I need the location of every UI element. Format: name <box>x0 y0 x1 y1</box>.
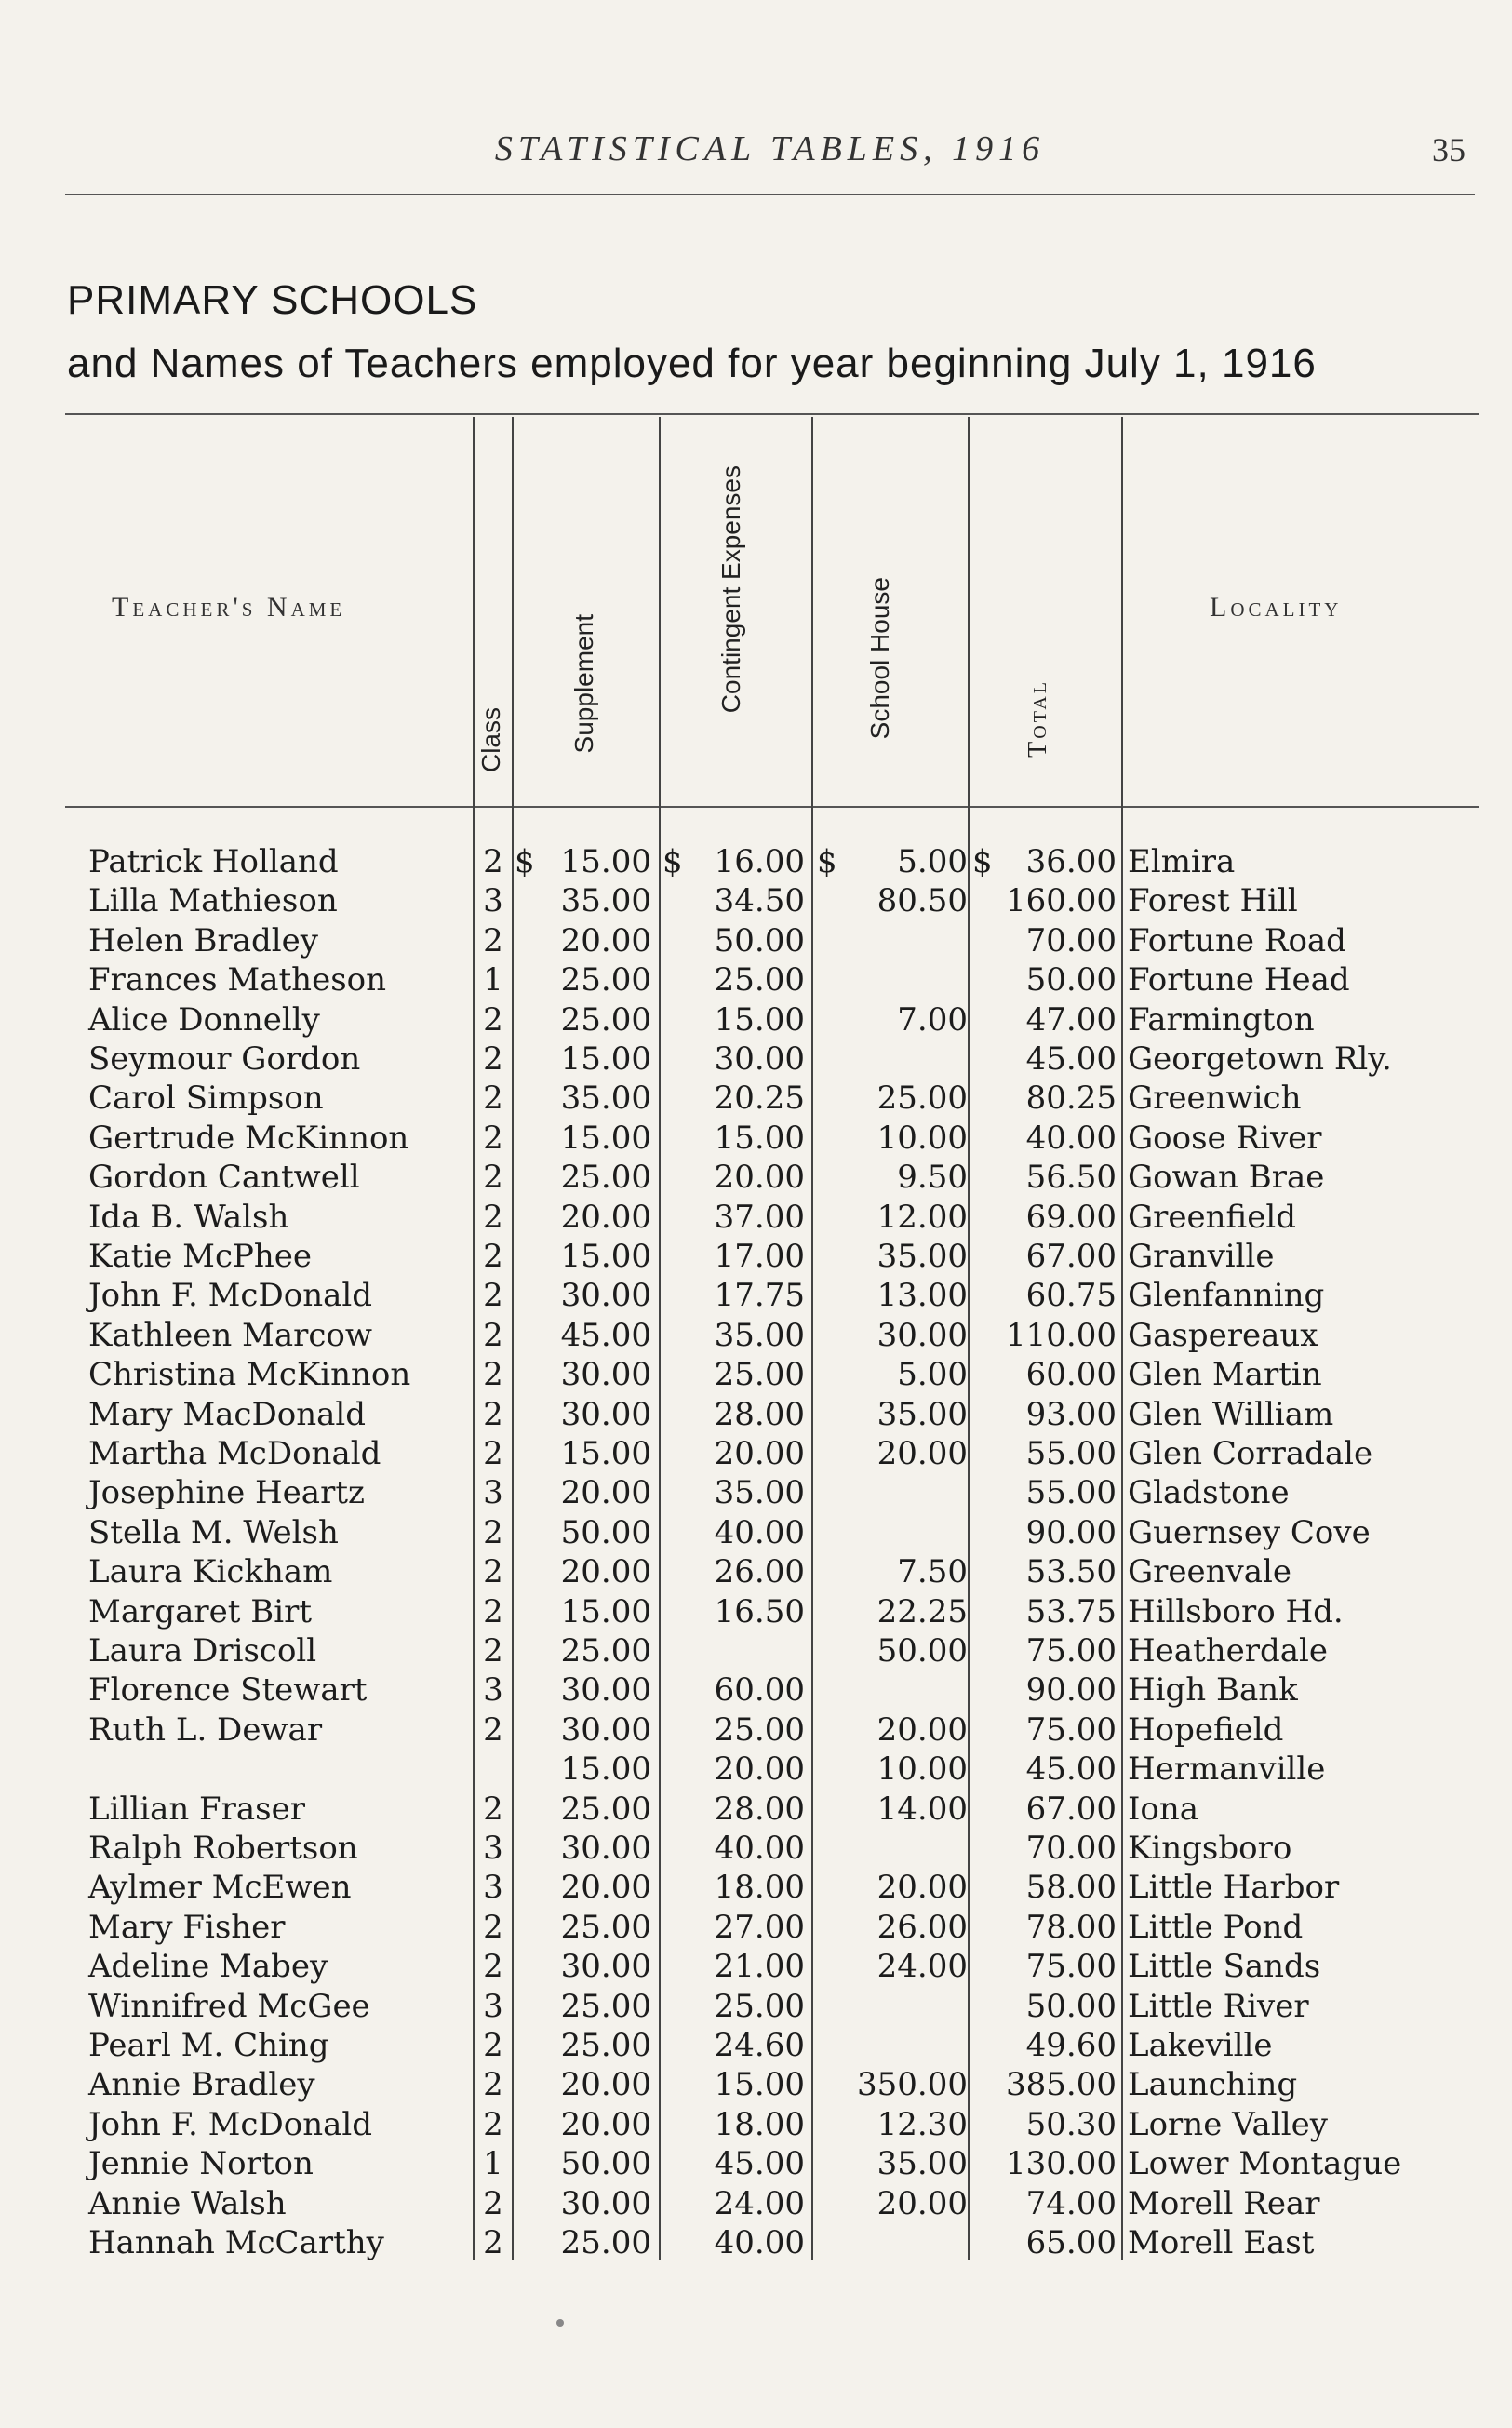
locality-name: Launching <box>1128 2066 1298 2104</box>
header-school-house: School House <box>865 577 894 740</box>
total-value: 69.00 <box>1025 1198 1117 1236</box>
teacher-name: Lilla Mathieson <box>88 882 338 920</box>
locality-name: Farmington <box>1128 1000 1315 1039</box>
teacher-name: Hannah McCarthy <box>88 2224 384 2261</box>
teacher-name: Mary MacDonald <box>88 1395 367 1433</box>
teacher-name: Ralph Robertson <box>88 1830 358 1867</box>
supplement-value: 50.00 <box>560 2145 651 2183</box>
teacher-name: Stella M. Welsh <box>88 1513 339 1551</box>
supplement-value: 15.00 <box>560 1119 651 1157</box>
locality-name: High Bank <box>1128 1671 1298 1710</box>
locality-name: Fortune Head <box>1128 961 1350 999</box>
table-row <box>0 1631 1512 1670</box>
table-row <box>0 921 1512 960</box>
supplement-value: 20.00 <box>560 2105 651 2143</box>
teacher-class: 3 <box>483 1830 503 1867</box>
school-house-value: 20.00 <box>876 1869 968 1907</box>
currency-symbol: $ <box>662 843 683 880</box>
total-value: 50.00 <box>1025 961 1117 999</box>
locality-name: Little Sands <box>1128 1948 1321 1986</box>
locality-name: Granville <box>1128 1238 1275 1275</box>
locality-name: Georgetown Rly. <box>1128 1040 1392 1078</box>
header-contingent-expenses: Contingent Expenses <box>716 465 745 714</box>
teacher-class: 3 <box>483 1987 503 2025</box>
contingent-value: 18.00 <box>714 2105 805 2143</box>
teacher-name: Florence Stewart <box>88 1671 368 1710</box>
contingent-value: 37.00 <box>714 1198 805 1236</box>
total-value: 80.25 <box>1025 1080 1117 1118</box>
total-value: 58.00 <box>1025 1869 1117 1907</box>
total-value: 67.00 <box>1025 1238 1117 1275</box>
school-house-value: 20.00 <box>876 1710 968 1749</box>
supplement-value: 25.00 <box>560 2224 651 2261</box>
teacher-name: Katie McPhee <box>88 1238 313 1275</box>
supplement-value: 25.00 <box>560 1000 651 1039</box>
currency-symbol: $ <box>972 843 993 880</box>
school-house-value: 13.00 <box>876 1277 968 1315</box>
supplement-value: 30.00 <box>560 1395 651 1433</box>
supplement-value: 20.00 <box>560 1474 651 1512</box>
school-house-value: 22.25 <box>876 1592 968 1630</box>
contingent-value: 15.00 <box>714 1000 805 1039</box>
locality-name: Fortune Road <box>1128 921 1346 959</box>
contingent-value: 25.00 <box>714 961 805 999</box>
total-value: 55.00 <box>1025 1435 1117 1472</box>
table-row <box>0 2026 1512 2065</box>
supplement-value: 30.00 <box>560 1948 651 1986</box>
table-header-rule <box>65 806 1479 808</box>
locality-name: Little River <box>1128 1987 1309 2025</box>
locality-name: Greenvale <box>1128 1553 1292 1591</box>
teacher-name: Annie Walsh <box>88 2184 287 2222</box>
running-head <box>65 128 1475 195</box>
locality-name: Iona <box>1128 1790 1199 1828</box>
contingent-value: 30.00 <box>714 1040 805 1078</box>
table-row <box>0 842 1512 881</box>
teacher-class: 2 <box>483 1356 503 1394</box>
supplement-value: 50.00 <box>560 1513 651 1551</box>
teacher-class: 2 <box>483 2027 503 2064</box>
school-house-value: 35.00 <box>876 1238 968 1275</box>
total-value: 70.00 <box>1025 1830 1117 1867</box>
table-row <box>0 2105 1512 2144</box>
contingent-value: 16.00 <box>714 843 805 880</box>
table-row <box>0 1395 1512 1434</box>
locality-name: Goose River <box>1128 1119 1322 1157</box>
school-house-value: 14.00 <box>876 1790 968 1828</box>
teacher-class: 2 <box>483 1119 503 1157</box>
teacher-class: 2 <box>483 1395 503 1433</box>
total-value: 90.00 <box>1025 1513 1117 1551</box>
contingent-value: 28.00 <box>714 1395 805 1433</box>
total-value: 50.30 <box>1025 2105 1117 2143</box>
teacher-class: 3 <box>483 1671 503 1710</box>
total-value: 53.50 <box>1025 1553 1117 1591</box>
total-value: 385.00 <box>1006 2066 1117 2104</box>
teacher-name: Helen Bradley <box>88 921 318 959</box>
locality-name: Elmira <box>1128 843 1236 880</box>
school-house-value: 35.00 <box>876 2145 968 2183</box>
total-value: 60.00 <box>1025 1356 1117 1394</box>
teacher-name: Winnifred McGee <box>88 1987 370 2025</box>
currency-symbol: $ <box>817 843 837 880</box>
teacher-class: 2 <box>483 1159 503 1197</box>
teacher-class: 2 <box>483 1080 503 1118</box>
table-row <box>0 960 1512 999</box>
locality-name: Glen Martin <box>1128 1356 1322 1394</box>
school-house-value: 7.00 <box>897 1000 968 1039</box>
locality-name: Forest Hill <box>1128 882 1298 920</box>
header-teacher-name: Teacher's Name <box>112 592 346 623</box>
supplement-value: 15.00 <box>560 1040 651 1078</box>
total-value: 78.00 <box>1025 1908 1117 1946</box>
supplement-value: 20.00 <box>560 2066 651 2104</box>
locality-name: Hopefield <box>1128 1710 1284 1749</box>
school-house-value: 10.00 <box>876 1119 968 1157</box>
teacher-name: Frances Matheson <box>88 961 387 999</box>
table-row <box>0 1790 1512 1829</box>
contingent-value: 24.00 <box>714 2184 805 2222</box>
table-row <box>0 1316 1512 1355</box>
table-row <box>0 1079 1512 1118</box>
school-house-value: 7.50 <box>897 1553 968 1591</box>
supplement-value: 30.00 <box>560 1671 651 1710</box>
teacher-name: Margaret Birt <box>88 1592 312 1630</box>
supplement-value: 20.00 <box>560 1198 651 1236</box>
total-value: 56.50 <box>1025 1159 1117 1197</box>
contingent-value: 21.00 <box>714 1948 805 1986</box>
contingent-value: 40.00 <box>714 2224 805 2261</box>
table-row <box>0 1237 1512 1276</box>
school-house-value: 35.00 <box>876 1395 968 1433</box>
header-total: Total <box>1024 679 1052 758</box>
contingent-value: 34.50 <box>714 882 805 920</box>
teacher-class: 2 <box>483 1790 503 1828</box>
locality-name: Gladstone <box>1128 1474 1290 1512</box>
teacher-class: 2 <box>483 1238 503 1275</box>
table-row <box>0 1198 1512 1237</box>
table-row <box>0 1908 1512 1947</box>
table-row <box>0 2184 1512 2223</box>
supplement-value: 15.00 <box>560 843 651 880</box>
contingent-value: 20.00 <box>714 1159 805 1197</box>
locality-name: Morell East <box>1128 2224 1315 2261</box>
supplement-value: 25.00 <box>560 1908 651 1946</box>
teacher-name: Gertrude McKinnon <box>88 1119 409 1157</box>
supplement-value: 35.00 <box>560 882 651 920</box>
table-row <box>0 1513 1512 1552</box>
total-value: 47.00 <box>1025 1000 1117 1039</box>
table-top-rule <box>65 413 1479 415</box>
school-house-value: 20.00 <box>876 1435 968 1472</box>
table-row <box>0 1119 1512 1158</box>
locality-name: Lorne Valley <box>1128 2105 1328 2143</box>
table-row <box>0 2223 1512 2262</box>
contingent-value: 35.00 <box>714 1474 805 1512</box>
locality-name: Lakeville <box>1128 2027 1273 2064</box>
teacher-class: 2 <box>483 2184 503 2222</box>
contingent-value: 27.00 <box>714 1908 805 1946</box>
locality-name: Glen Corradale <box>1128 1435 1373 1472</box>
locality-name: Guernsey Cove <box>1128 1513 1371 1551</box>
locality-name: Greenwich <box>1128 1080 1302 1118</box>
teacher-class: 2 <box>483 1040 503 1078</box>
locality-name: Greenfield <box>1128 1198 1296 1236</box>
teacher-class: 2 <box>483 1435 503 1472</box>
teacher-name: Patrick Holland <box>88 843 339 880</box>
total-value: 45.00 <box>1025 1040 1117 1078</box>
teacher-name: Pearl M. Ching <box>88 2027 329 2064</box>
teacher-class: 2 <box>483 1592 503 1630</box>
table-row <box>0 1868 1512 1907</box>
teacher-name: Laura Driscoll <box>88 1632 317 1670</box>
supplement-value: 15.00 <box>560 1435 651 1472</box>
teacher-name: Ruth L. Dewar <box>88 1710 323 1749</box>
table-row <box>0 1158 1512 1197</box>
contingent-value: 15.00 <box>714 2066 805 2104</box>
teacher-class: 2 <box>483 1632 503 1670</box>
contingent-value: 16.50 <box>714 1592 805 1630</box>
table-row <box>0 2144 1512 2183</box>
teacher-name: Kathleen Marcow <box>88 1316 373 1354</box>
contingent-value: 20.00 <box>714 1435 805 1472</box>
table-row <box>0 1040 1512 1079</box>
school-house-value: 20.00 <box>876 2184 968 2222</box>
teacher-name: Adeline Mabey <box>88 1948 328 1986</box>
table-row <box>0 1670 1512 1710</box>
teacher-name: Seymour Gordon <box>88 1040 361 1078</box>
locality-name: Morell Rear <box>1128 2184 1320 2222</box>
table-row <box>0 881 1512 920</box>
contingent-value: 25.00 <box>714 1710 805 1749</box>
teacher-name: Jennie Norton <box>88 2145 314 2183</box>
contingent-value: 25.00 <box>714 1356 805 1394</box>
teacher-class: 2 <box>483 1710 503 1749</box>
supplement-value: 30.00 <box>560 1830 651 1867</box>
supplement-value: 30.00 <box>560 1710 651 1749</box>
supplement-value: 35.00 <box>560 1080 651 1118</box>
teacher-class: 1 <box>483 2145 503 2183</box>
total-value: 50.00 <box>1025 1987 1117 2025</box>
table-row <box>0 1750 1512 1789</box>
teacher-class: 1 <box>483 961 503 999</box>
header-class: Class <box>476 707 505 773</box>
header-supplement: Supplement <box>569 614 598 754</box>
contingent-value: 20.25 <box>714 1080 805 1118</box>
locality-name: Glenfanning <box>1128 1277 1325 1315</box>
total-value: 60.75 <box>1025 1277 1117 1315</box>
school-house-value: 9.50 <box>897 1159 968 1197</box>
teacher-name: Martha McDonald <box>88 1435 381 1472</box>
contingent-value: 35.00 <box>714 1316 805 1354</box>
table-row <box>0 1592 1512 1631</box>
contingent-value: 60.00 <box>714 1671 805 1710</box>
total-value: 160.00 <box>1006 882 1117 920</box>
teacher-class: 3 <box>483 882 503 920</box>
contingent-value: 17.75 <box>714 1277 805 1315</box>
supplement-value: 30.00 <box>560 2184 651 2222</box>
total-value: 70.00 <box>1025 921 1117 959</box>
teacher-name: Laura Kickham <box>88 1553 333 1591</box>
contingent-value: 45.00 <box>714 2145 805 2183</box>
total-value: 53.75 <box>1025 1592 1117 1630</box>
school-house-value: 12.30 <box>876 2105 968 2143</box>
school-house-value: 25.00 <box>876 1080 968 1118</box>
teacher-name: Christina McKinnon <box>88 1356 411 1394</box>
table-row <box>0 1276 1512 1315</box>
school-house-value: 350.00 <box>857 2066 968 2104</box>
total-value: 36.00 <box>1025 843 1117 880</box>
total-value: 93.00 <box>1025 1395 1117 1433</box>
page-subtitle: and Names of Teachers employed for year beginning July 1, 1916 <box>67 341 1317 386</box>
teacher-name: Carol Simpson <box>88 1080 324 1118</box>
total-value: 40.00 <box>1025 1119 1117 1157</box>
teacher-class: 2 <box>483 2066 503 2104</box>
supplement-value: 20.00 <box>560 1553 651 1591</box>
total-value: 75.00 <box>1025 1948 1117 1986</box>
contingent-value: 25.00 <box>714 1987 805 2025</box>
teacher-name: Alice Donnelly <box>88 1000 320 1039</box>
supplement-value: 15.00 <box>560 1751 651 1789</box>
teacher-name: Josephine Heartz <box>88 1474 365 1512</box>
locality-name: Gowan Brae <box>1128 1159 1325 1197</box>
header-locality: Locality <box>1210 592 1343 623</box>
table-row <box>0 2065 1512 2104</box>
teacher-class: 2 <box>483 2224 503 2261</box>
school-house-value: 12.00 <box>876 1198 968 1236</box>
total-value: 65.00 <box>1025 2224 1117 2261</box>
school-house-value: 80.50 <box>876 882 968 920</box>
school-house-value: 5.00 <box>897 1356 968 1394</box>
teacher-class: 2 <box>483 1277 503 1315</box>
locality-name: Kingsboro <box>1128 1830 1292 1867</box>
locality-name: Hermanville <box>1128 1751 1326 1789</box>
supplement-value: 25.00 <box>560 1987 651 2025</box>
supplement-value: 15.00 <box>560 1238 651 1275</box>
supplement-value: 25.00 <box>560 961 651 999</box>
teacher-class: 2 <box>483 921 503 959</box>
teacher-class: 2 <box>483 2105 503 2143</box>
teacher-name: Aylmer McEwen <box>88 1869 352 1907</box>
contingent-value: 28.00 <box>714 1790 805 1828</box>
contingent-value: 15.00 <box>714 1119 805 1157</box>
teacher-name: Mary Fisher <box>88 1908 286 1946</box>
teacher-name: Annie Bradley <box>88 2066 315 2104</box>
table-row <box>0 1829 1512 1868</box>
table-row <box>0 1473 1512 1512</box>
teacher-class: 2 <box>483 843 503 880</box>
page-number: 35 <box>1432 131 1465 168</box>
total-value: 67.00 <box>1025 1790 1117 1828</box>
locality-name: Heatherdale <box>1128 1632 1329 1670</box>
teacher-name: John F. McDonald <box>88 1277 373 1315</box>
table-row <box>0 1000 1512 1040</box>
school-house-value: 10.00 <box>876 1751 968 1789</box>
locality-name: Lower Montague <box>1128 2145 1402 2183</box>
total-value: 45.00 <box>1025 1751 1117 1789</box>
table-row <box>0 1552 1512 1591</box>
teacher-class: 2 <box>483 1908 503 1946</box>
table-row <box>0 1947 1512 1986</box>
total-value: 75.00 <box>1025 1632 1117 1670</box>
contingent-value: 17.00 <box>714 1238 805 1275</box>
school-house-value: 50.00 <box>876 1632 968 1670</box>
running-title: STATISTICAL TABLES, 1916 <box>494 129 1046 168</box>
contingent-value: 40.00 <box>714 1830 805 1867</box>
teacher-class: 3 <box>483 1474 503 1512</box>
teacher-class: 2 <box>483 1513 503 1551</box>
teacher-class: 3 <box>483 1869 503 1907</box>
school-house-value: 24.00 <box>876 1948 968 1986</box>
supplement-value: 20.00 <box>560 921 651 959</box>
teacher-class: 2 <box>483 1948 503 1986</box>
locality-name: Little Harbor <box>1128 1869 1340 1907</box>
contingent-value: 20.00 <box>714 1751 805 1789</box>
table-row <box>0 1355 1512 1394</box>
table-row <box>0 1434 1512 1473</box>
total-value: 110.00 <box>1006 1316 1117 1354</box>
teacher-name: John F. McDonald <box>88 2105 373 2143</box>
teacher-class: 2 <box>483 1000 503 1039</box>
page-title: PRIMARY SCHOOLS <box>67 277 478 323</box>
locality-name: Glen William <box>1128 1395 1334 1433</box>
teacher-name: Lillian Fraser <box>88 1790 305 1828</box>
supplement-value: 45.00 <box>560 1316 651 1354</box>
total-value: 130.00 <box>1006 2145 1117 2183</box>
teacher-name: Ida B. Walsh <box>88 1198 289 1236</box>
school-house-value: 5.00 <box>897 843 968 880</box>
total-value: 55.00 <box>1025 1474 1117 1512</box>
locality-name: Gaspereaux <box>1128 1316 1318 1354</box>
supplement-value: 25.00 <box>560 2027 651 2064</box>
contingent-value: 18.00 <box>714 1869 805 1907</box>
supplement-value: 25.00 <box>560 1632 651 1670</box>
supplement-value: 20.00 <box>560 1869 651 1907</box>
contingent-value: 50.00 <box>714 921 805 959</box>
total-value: 74.00 <box>1025 2184 1117 2222</box>
table-row <box>0 1710 1512 1750</box>
supplement-value: 25.00 <box>560 1790 651 1828</box>
total-value: 75.00 <box>1025 1710 1117 1749</box>
supplement-value: 15.00 <box>560 1592 651 1630</box>
locality-name: Little Pond <box>1128 1908 1304 1946</box>
currency-symbol: $ <box>515 843 535 880</box>
total-value: 49.60 <box>1025 2027 1117 2064</box>
supplement-value: 25.00 <box>560 1159 651 1197</box>
teacher-name: Gordon Cantwell <box>88 1159 360 1197</box>
teacher-class: 2 <box>483 1198 503 1236</box>
school-house-value: 26.00 <box>876 1908 968 1946</box>
page-speck <box>556 2319 564 2327</box>
teacher-class: 2 <box>483 1316 503 1354</box>
teacher-class: 2 <box>483 1553 503 1591</box>
total-value: 90.00 <box>1025 1671 1117 1710</box>
table-row <box>0 1987 1512 2026</box>
supplement-value: 30.00 <box>560 1356 651 1394</box>
school-house-value: 30.00 <box>876 1316 968 1354</box>
supplement-value: 30.00 <box>560 1277 651 1315</box>
contingent-value: 26.00 <box>714 1553 805 1591</box>
contingent-value: 40.00 <box>714 1513 805 1551</box>
locality-name: Hillsboro Hd. <box>1128 1592 1344 1630</box>
contingent-value: 24.60 <box>714 2027 805 2064</box>
